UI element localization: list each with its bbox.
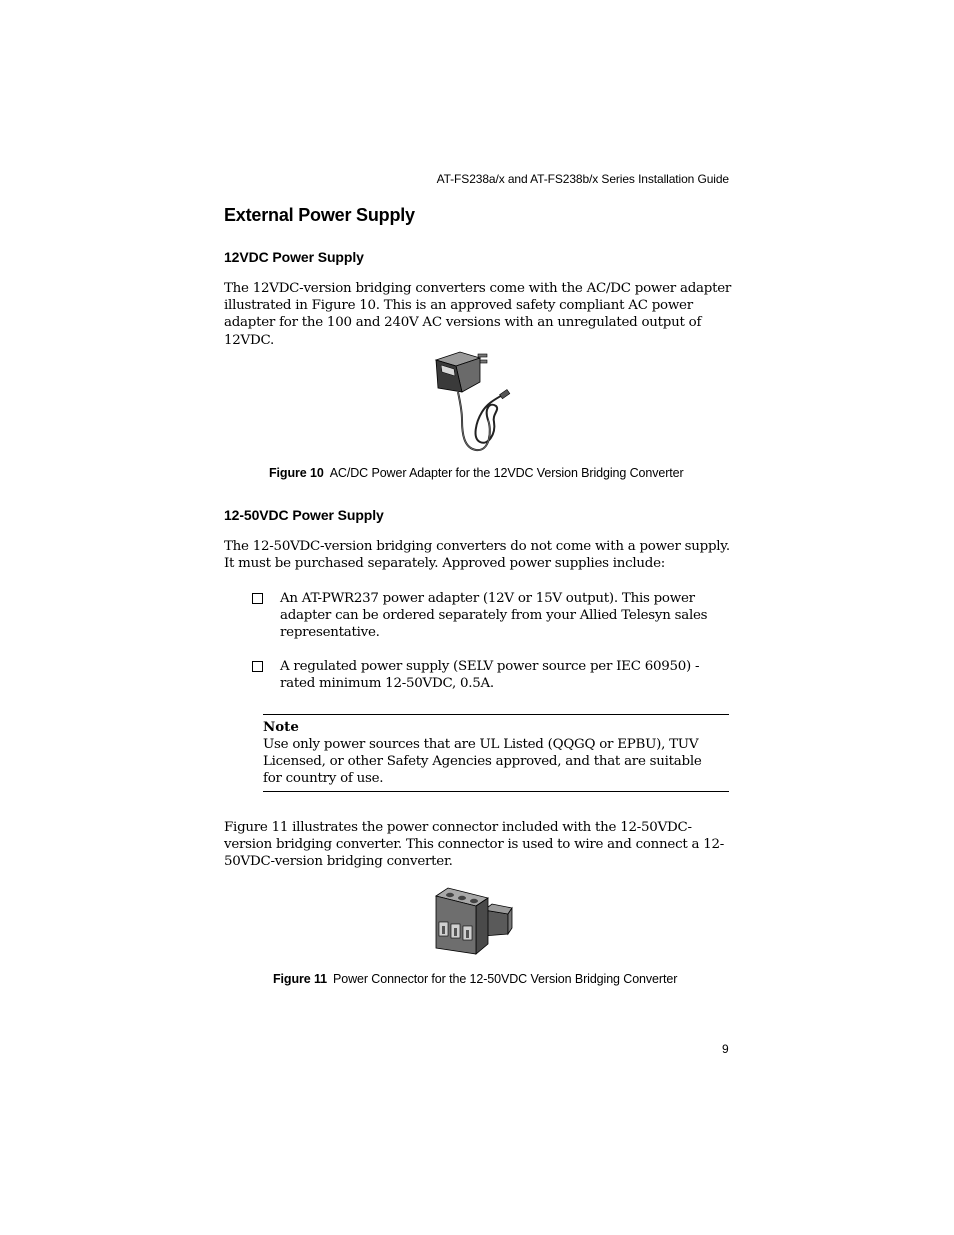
subheading-12vdc: 12VDC Power Supply xyxy=(224,249,364,265)
checkbox-bullet-icon xyxy=(252,661,263,672)
paragraph-12-50vdc: The 12-50VDC-version bridging converters do not come with a power supply. It must be purchased separately. Approved power supplies include: xyxy=(224,539,730,572)
figure-10-caption xyxy=(269,466,684,480)
figure-11-label: Figure 11 xyxy=(273,972,327,986)
running-header: AT-FS238a/x and AT-FS238b/x Series Installation Guide xyxy=(436,172,729,186)
power-connector-icon xyxy=(434,886,514,958)
note-body: Use only power sources that are UL Listed (QQGQ or EPBU), TUV Licensed, or other Safety Agencies approved, and that are suitable for country of use. xyxy=(263,737,702,787)
list-item-text: An AT-PWR237 power adapter (12V or 15V output). This power adapter can be ordered separately from your Allied Telesyn sales representative. xyxy=(280,591,708,641)
paragraph-figure-11-intro: Figure 11 illustrates the power connector included with the 12-50VDC-version bridging converter. This connector is used to wire and connect a 12-50VDC-version bridging converter. xyxy=(224,820,725,870)
checkbox-bullet-icon xyxy=(252,593,263,604)
section-title: External Power Supply xyxy=(224,205,415,225)
power-adapter-icon xyxy=(432,350,512,455)
list-item-text: A regulated power supply (SELV power source per IEC 60950) - rated minimum 12-50VDC, 0.5A. xyxy=(280,659,700,692)
figure-10-label: Figure 10 xyxy=(269,466,324,480)
note-title: Note xyxy=(263,719,299,735)
page-number: 9 xyxy=(722,1042,729,1056)
figure-11-caption xyxy=(273,972,677,986)
figure-10-caption-text: AC/DC Power Adapter for the 12VDC Version Bridging Converter xyxy=(329,466,684,480)
paragraph-12vdc: The 12VDC-version bridging converters come with the AC/DC power adapter illustrated in Figure 10. This is an approved safety compliant AC power adapter for the 100 and 240V AC versions with an unregulated output of 12VDC. xyxy=(224,281,732,348)
figure-11-caption-text: Power Connector for the 12-50VDC Version Bridging Converter xyxy=(332,972,678,986)
note-box xyxy=(263,714,729,792)
subheading-12-50vdc: 12-50VDC Power Supply xyxy=(224,507,384,523)
